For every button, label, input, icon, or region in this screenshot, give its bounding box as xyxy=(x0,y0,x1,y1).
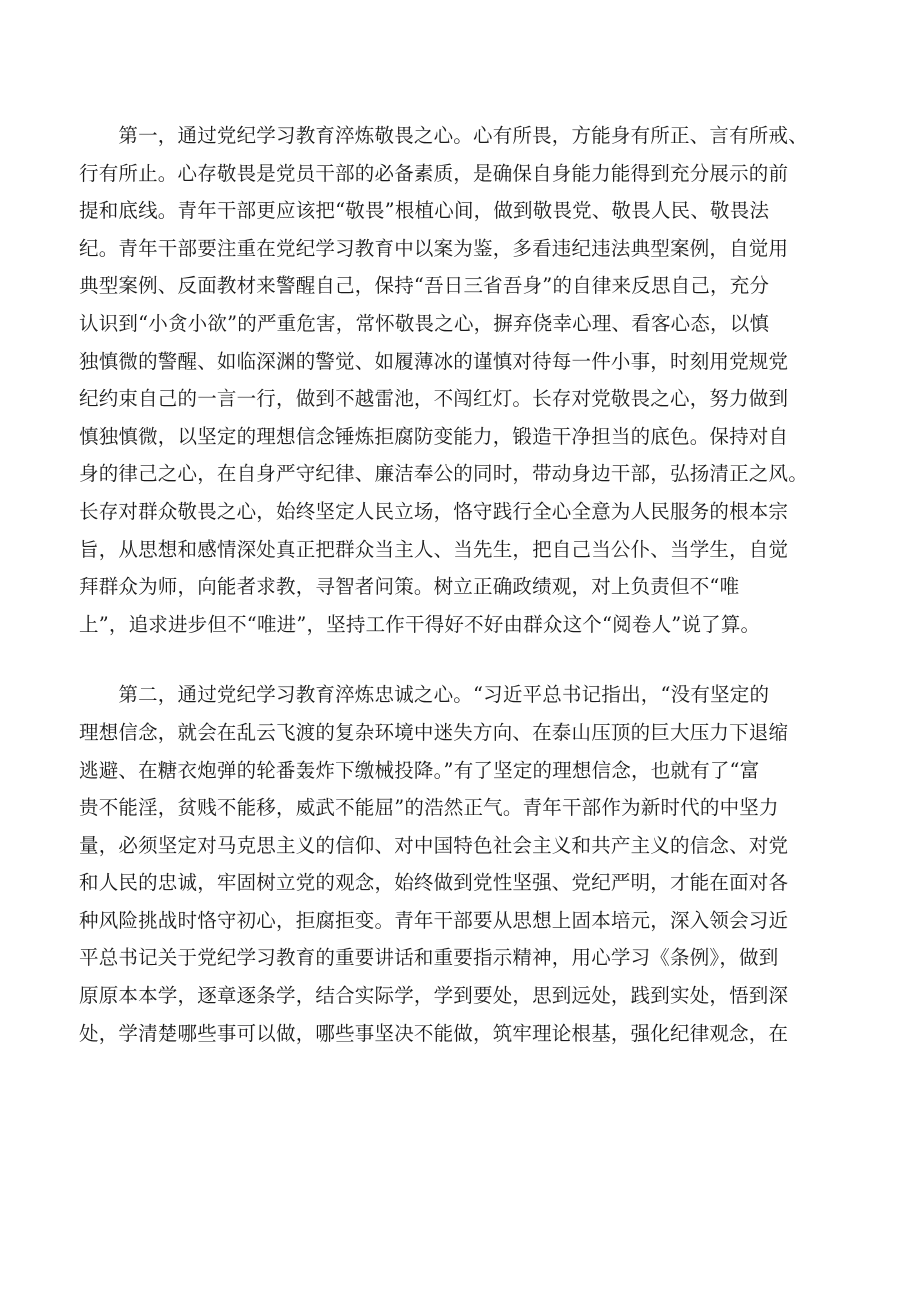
text-line: 旨，从思想和感情深处真正把群众当主人、当先生，把自己当公仆、当学生，自觉 xyxy=(79,537,789,561)
text-line: 和人民的忠诚，牢固树立党的观念，始终做到党性坚强、党纪严明，才能在面对各 xyxy=(79,871,789,895)
text-line: 慎独慎微，以坚定的理想信念锤炼拒腐防变能力，锻造干净担当的底色。保持对自 xyxy=(79,424,789,448)
text-line: 原原本本学，逐章逐条学，结合实际学，学到要处，思到远处，践到实处，悟到深 xyxy=(79,984,789,1008)
text-line: 纪。青年干部要注重在党纪学习教育中以案为鉴，多看违纪违法典型案例，自觉用 xyxy=(79,236,789,260)
text-line: 第二，通过党纪学习教育淬炼忠诚之心。“习近平总书记指出，“没有坚定的 xyxy=(79,683,770,707)
text-line: 逃避、在糖衣炮弹的轮番轰炸下缴械投降。”有了坚定的理想信念，也就有了“富 xyxy=(79,758,760,782)
text-line: 长存对群众敬畏之心，始终坚定人民立场，恪守践行全心全意为人民服务的根本宗 xyxy=(79,499,789,523)
text-line: 平总书记关于党纪学习教育的重要讲话和重要指示精神，用心学习《条例》，做到 xyxy=(79,946,779,970)
text-line: 行有所止。心存敬畏是党员干部的必备素质，是确保自身能力能得到充分展示的前 xyxy=(79,161,789,185)
text-line: 第一，通过党纪学习教育淬炼敬畏之心。心有所畏，方能身有所正、言有所戒、 xyxy=(79,124,808,147)
text-line: 身的律己之心，在自身严守纪律、廉洁奉公的同时，带动身边干部，弘扬清正之风。 xyxy=(79,462,808,486)
text-line: 提和底线。青年干部更应该把“敬畏”根植心间，做到敬畏党、敬畏人民、敬畏法 xyxy=(79,199,770,223)
text-line: 量，必须坚定对马克思主义的信仰、对中国特色社会主义和共产主义的信念、对党 xyxy=(79,833,789,857)
text-line: 理想信念，就会在乱云飞渡的复杂环境中迷失方向、在泰山压顶的巨大压力下退缩 xyxy=(79,720,789,744)
text-line: 认识到“小贪小欲”的严重危害，常怀敬畏之心，摒弃侥幸心理、看客心态，以慎 xyxy=(79,311,770,335)
text-line: 典型案例、反面教材来警醒自己，保持“吾日三省吾身”的自律来反思自己，充分 xyxy=(79,274,770,298)
text-line: 上”，追求进步但不“唯进”，坚持工作干得好不好由群众这个“阅卷人”说了算。 xyxy=(79,612,761,636)
paragraph-1 xyxy=(79,117,851,643)
text-line: 种风险挑战时恪守初心，拒腐拒变。青年干部要从思想上固本培元，深入领会习近 xyxy=(79,908,789,932)
text-line: 独慎微的警醒、如临深渊的警觉、如履薄冰的谨慎对待每一件小事，时刻用党规党 xyxy=(79,349,789,373)
paragraph-2 xyxy=(79,676,851,1052)
text-line: 拜群众为师，向能者求教，寻智者问策。树立正确政绩观，对上负责但不“唯 xyxy=(79,575,740,599)
text-line: 贵不能淫，贫贱不能移，威武不能屈”的浩然正气。青年干部作为新时代的中坚力 xyxy=(79,796,779,820)
text-line: 纪约束自己的一言一行，做到不越雷池，不闯红灯。长存对党敬畏之心，努力做到 xyxy=(79,387,789,411)
text-line: 处，学清楚哪些事可以做，哪些事坚决不能做，筑牢理论根基，强化纪律观念，在 xyxy=(79,1021,789,1045)
document-body xyxy=(79,117,851,1052)
